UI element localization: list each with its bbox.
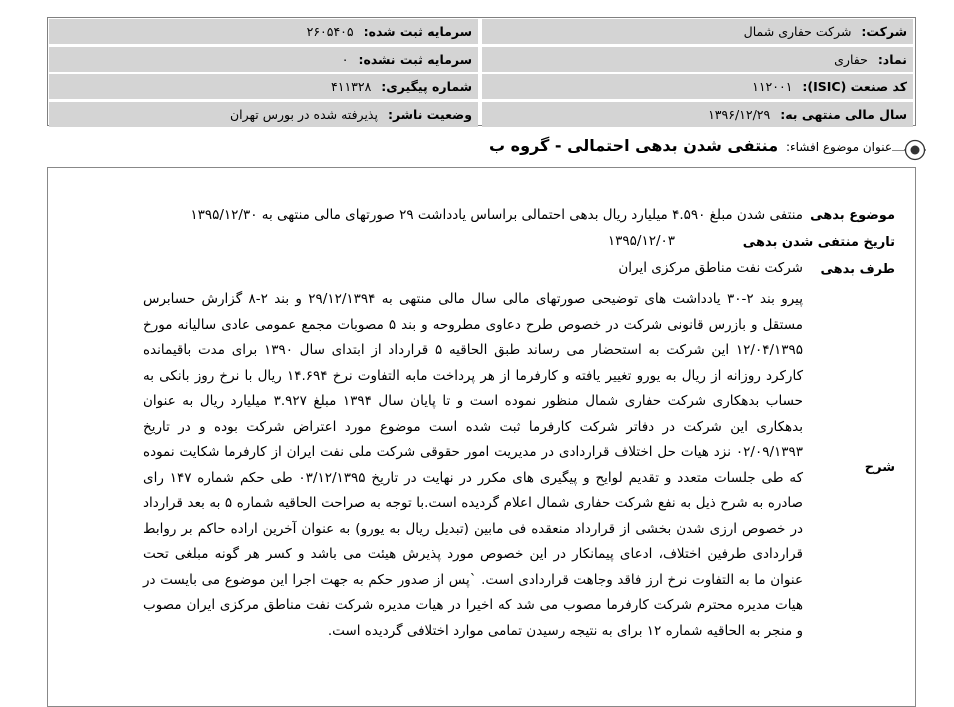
company-label: شرکت: — [861, 24, 907, 39]
description-label: شرح — [864, 460, 895, 475]
company-value: شرکت حفاری شمال — [743, 24, 852, 39]
subject-title: منتفی شدن بدهی احتمالی - گروه ب — [489, 136, 779, 155]
publisher-status-cell — [49, 102, 478, 127]
debt-topic-label: موضوع بدهی — [810, 208, 895, 223]
registered-capital-cell — [49, 19, 478, 44]
debt-party-value: شرکت نفت مناطق مرکزی ایران — [618, 260, 803, 276]
tracking-number-label: شماره پیگیری: — [381, 79, 472, 94]
target-bullet-icon — [904, 139, 926, 161]
registered-capital-label: سرمایه ثبت شده: — [363, 24, 472, 39]
unregistered-capital-label: سرمایه ثبت نشده: — [358, 51, 472, 67]
company-info-table — [47, 17, 916, 126]
subject-bar — [0, 132, 954, 162]
info-row — [48, 102, 915, 129]
debt-topic-value: منتفی شدن مبلغ ۴.۵۹۰ میلیارد ریال بدهی احتمالی براساس یادداشت ۲۹ صورتهای مالی منتهی به ۱۳۹۵/۱۲/۳۰ — [190, 207, 803, 223]
fiscal-year-value: ۱۳۹۶/۱۲/۲۹ — [708, 106, 771, 122]
company-cell — [482, 19, 913, 44]
isic-value: ۱۱۲۰۰۱ — [752, 79, 793, 94]
info-row — [48, 47, 915, 74]
symbol-value: حفاری — [834, 51, 868, 67]
info-row — [48, 74, 915, 101]
registered-capital-value: ۲۶۰۵۴۰۵ — [306, 24, 354, 39]
isic-cell — [482, 74, 913, 99]
fiscal-year-label: سال مالی منتهی به: — [780, 106, 907, 122]
fiscal-year-cell — [482, 102, 913, 127]
debt-date-value: ۱۳۹۵/۱۲/۰۳ — [607, 233, 675, 249]
description-text: پیرو بند ۲-۳۰ یادداشت های توضیحی صورتهای مالی سال مالی منتهی به ۲۹/۱۲/۱۳۹۴ و بند ۲-۸ گزارش حسابرس مستقل و بازرس قانونی شرکت در خصوص طرح دعاوی مطروحه و بند ۵ مصوبات مجمع عمومی عادی سالیانه مورخ ۱۲/۰۴/۱۳۹۵ این شرکت به استحضار می رساند طبق الحاقیه ۵ قرارداد از ابتدای سال ۱۳۹۰ برای مدت باقیمانده کارکرد روزانه از ریال به یورو تغییر یافته و کارفرما از هر پرداخت مابه التفاوت نرخ ۱۴.۶۹۴ ریال با نرخ روز بانکی به حساب بدهکاری شرکت حفاری شمال منظور نموده است و تا پایان سال ۱۳۹۴ مبلغ ۳.۹۲۷ میلیارد ریال به عنوان بدهکاری این شرکت در دفاتر شرکت کارفرما ثبت شده است موضوع مورد اعتراض شرکت بوده و در تاریخ ۰۲/۰۹/۱۳۹۳ نزد هیات حل اختلاف قراردادی در مدیریت امور حقوقی شرکت ملی نفت ایران از کارفرما شکایت نموده که طی جلسات متعدد و تقدیم لوایح و پیگیری های مکرر در نهایت در تاریخ ۰۳/۱۲/۱۳۹۵ طی حکم شماره ۱۴۷ رای صادره به شرح ذیل به نفع شرکت حفاری شمال اعلام گردیده است.با توجه به صراحت الحاقیه شماره ۵ به بعد قرارداد در خصوص ارزی شدن بخشی از قرارداد منعقده فی مابین (تبدیل ریال به یورو) به عنوان آخرین اراده حاکم بر روابط قراردادی طرفین اختلاف، ادعای پیمانکار در این خصوص مورد پذیرش هیئت می باشد و کسر هر گونه مبلغی تحت عنوان ما به التفاوت نرخ ارز فاقد وجاهت قراردادی است. `پس از صدور حکم به جهت اجرا این موضوع می بایست در هیات مدیره محترم شرکت کارفرما مصوب می شد که اخیرا در هیات مدیره شرکت نفت مناطق مرکزی ایران مصوب و منجر به الحاقیه شماره ۱۲ برای به نتیجه رسیدن تمامی موارد اختلافی گردیده است. — [143, 291, 804, 639]
publisher-status-label: وضعیت ناشر: — [387, 106, 472, 122]
symbol-cell — [482, 47, 913, 72]
unregistered-capital-value: ۰ — [341, 51, 349, 67]
info-row — [48, 19, 915, 46]
tracking-number-cell — [49, 74, 478, 99]
publisher-status-value: پذیرفته شده در بورس تهران — [230, 106, 378, 122]
subject-heading — [483, 136, 892, 155]
tracking-number-value: ۴۱۱۳۲۸ — [331, 79, 372, 94]
unregistered-capital-cell — [49, 47, 478, 72]
symbol-label: نماد: — [877, 51, 907, 67]
debt-date-label: تاریخ منتفی شدن بدهی — [742, 235, 895, 250]
subject-prefix: عنوان موضوع افشاء: — [785, 140, 892, 154]
isic-label: کد صنعت (ISIC): — [802, 79, 907, 94]
debt-party-label: طرف بدهی — [820, 262, 895, 277]
disclosure-details — [47, 167, 916, 707]
